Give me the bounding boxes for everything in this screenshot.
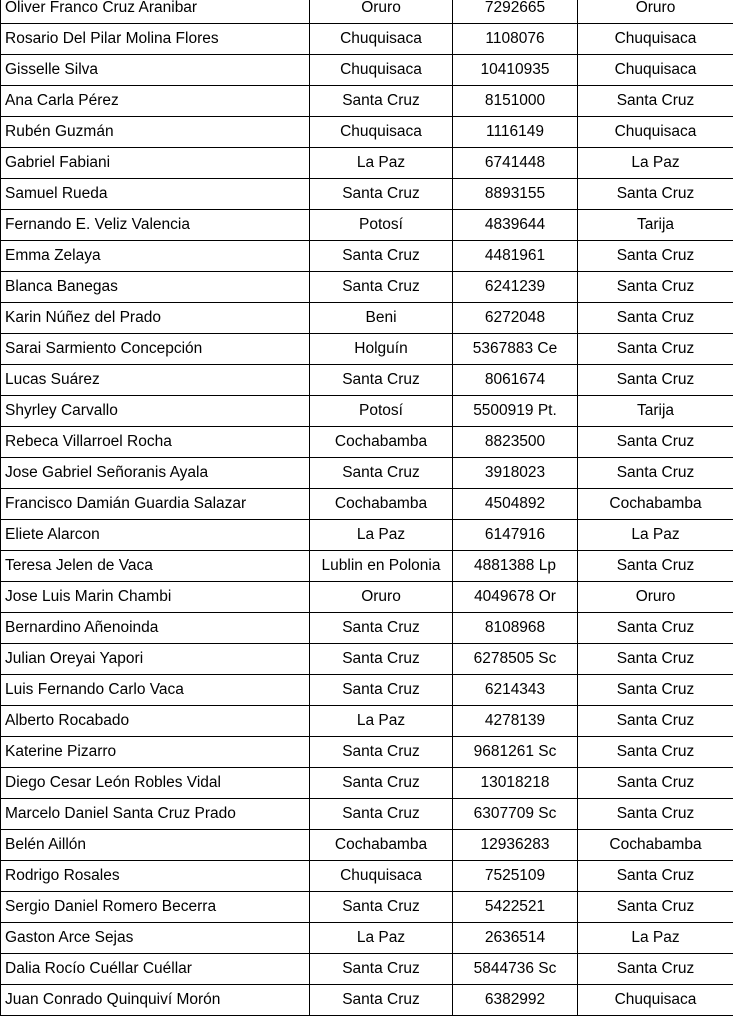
department-cell: La Paz xyxy=(578,148,733,179)
id-number-cell: 5367883 Ce xyxy=(453,334,578,365)
origin-city-cell: Santa Cruz xyxy=(310,365,453,396)
department-cell: Cochabamba xyxy=(578,489,733,520)
id-number-cell: 9681261 Sc xyxy=(453,737,578,768)
person-name-cell: Sarai Sarmiento Concepción xyxy=(1,334,310,365)
table-row xyxy=(1,117,733,148)
table-row xyxy=(1,582,733,613)
origin-city-cell: Chuquisaca xyxy=(310,24,453,55)
table-row xyxy=(1,644,733,675)
table-row xyxy=(1,799,733,830)
table-row xyxy=(1,24,733,55)
origin-city-cell: Santa Cruz xyxy=(310,613,453,644)
person-name-cell: Rosario Del Pilar Molina Flores xyxy=(1,24,310,55)
origin-city-cell: Cochabamba xyxy=(310,830,453,861)
id-number-cell: 13018218 xyxy=(453,768,578,799)
department-cell: Santa Cruz xyxy=(578,458,733,489)
person-name-cell: Gisselle Silva xyxy=(1,55,310,86)
table-row xyxy=(1,210,733,241)
person-name-cell: Karin Núñez del Prado xyxy=(1,303,310,334)
department-cell: Oruro xyxy=(578,582,733,613)
table-row xyxy=(1,458,733,489)
person-name-cell: Jose Gabriel Señoranis Ayala xyxy=(1,458,310,489)
origin-city-cell: Cochabamba xyxy=(310,489,453,520)
table-row xyxy=(1,985,733,1016)
department-cell: Chuquisaca xyxy=(578,24,733,55)
roster-table-body xyxy=(1,0,733,1016)
origin-city-cell: Chuquisaca xyxy=(310,861,453,892)
person-name-cell: Julian Oreyai Yapori xyxy=(1,644,310,675)
origin-city-cell: Santa Cruz xyxy=(310,737,453,768)
department-cell: Santa Cruz xyxy=(578,86,733,117)
person-name-cell: Diego Cesar León Robles Vidal xyxy=(1,768,310,799)
department-cell: Chuquisaca xyxy=(578,985,733,1016)
department-cell: Santa Cruz xyxy=(578,799,733,830)
origin-city-cell: Cochabamba xyxy=(310,427,453,458)
table-row xyxy=(1,520,733,551)
id-number-cell: 8893155 xyxy=(453,179,578,210)
id-number-cell: 8061674 xyxy=(453,365,578,396)
id-number-cell: 4881388 Lp xyxy=(453,551,578,582)
table-row xyxy=(1,737,733,768)
table-row xyxy=(1,675,733,706)
origin-city-cell: La Paz xyxy=(310,923,453,954)
origin-city-cell: Beni xyxy=(310,303,453,334)
id-number-cell: 6307709 Sc xyxy=(453,799,578,830)
department-cell: Santa Cruz xyxy=(578,675,733,706)
table-row xyxy=(1,551,733,582)
id-number-cell: 4049678 Or xyxy=(453,582,578,613)
person-name-cell: Katerine Pizarro xyxy=(1,737,310,768)
id-number-cell: 6241239 xyxy=(453,272,578,303)
id-number-cell: 12936283 xyxy=(453,830,578,861)
table-row xyxy=(1,241,733,272)
table-row xyxy=(1,861,733,892)
person-name-cell: Blanca Banegas xyxy=(1,272,310,303)
id-number-cell: 3918023 xyxy=(453,458,578,489)
department-cell: Santa Cruz xyxy=(578,272,733,303)
id-number-cell: 6147916 xyxy=(453,520,578,551)
person-name-cell: Juan Conrado Quinquiví Morón xyxy=(1,985,310,1016)
department-cell: Santa Cruz xyxy=(578,551,733,582)
id-number-cell: 5844736 Sc xyxy=(453,954,578,985)
department-cell: Santa Cruz xyxy=(578,768,733,799)
origin-city-cell: Potosí xyxy=(310,210,453,241)
person-name-cell: Ana Carla Pérez xyxy=(1,86,310,117)
table-row xyxy=(1,923,733,954)
origin-city-cell: Potosí xyxy=(310,396,453,427)
person-name-cell: Samuel Rueda xyxy=(1,179,310,210)
department-cell: Tarija xyxy=(578,396,733,427)
origin-city-cell: Santa Cruz xyxy=(310,892,453,923)
id-number-cell: 8108968 xyxy=(453,613,578,644)
table-row xyxy=(1,179,733,210)
department-cell: La Paz xyxy=(578,520,733,551)
department-cell: Tarija xyxy=(578,210,733,241)
department-cell: Chuquisaca xyxy=(578,55,733,86)
origin-city-cell: Santa Cruz xyxy=(310,985,453,1016)
id-number-cell: 8151000 xyxy=(453,86,578,117)
origin-city-cell: Lublin en Polonia xyxy=(310,551,453,582)
table-row xyxy=(1,830,733,861)
origin-city-cell: La Paz xyxy=(310,520,453,551)
origin-city-cell: Santa Cruz xyxy=(310,86,453,117)
table-row xyxy=(1,706,733,737)
table-row xyxy=(1,489,733,520)
person-name-cell: Emma Zelaya xyxy=(1,241,310,272)
id-number-cell: 4278139 xyxy=(453,706,578,737)
person-name-cell: Gabriel Fabiani xyxy=(1,148,310,179)
id-number-cell: 2636514 xyxy=(453,923,578,954)
table-row xyxy=(1,86,733,117)
person-name-cell: Teresa Jelen de Vaca xyxy=(1,551,310,582)
id-number-cell: 6214343 xyxy=(453,675,578,706)
person-name-cell: Sergio Daniel Romero Becerra xyxy=(1,892,310,923)
table-row xyxy=(1,0,733,24)
table-row xyxy=(1,334,733,365)
department-cell: Santa Cruz xyxy=(578,303,733,334)
origin-city-cell: Santa Cruz xyxy=(310,675,453,706)
id-number-cell: 4504892 xyxy=(453,489,578,520)
department-cell: Santa Cruz xyxy=(578,613,733,644)
department-cell: Santa Cruz xyxy=(578,706,733,737)
department-cell: Cochabamba xyxy=(578,830,733,861)
table-row xyxy=(1,148,733,179)
origin-city-cell: Santa Cruz xyxy=(310,799,453,830)
person-name-cell: Lucas Suárez xyxy=(1,365,310,396)
table-row xyxy=(1,892,733,923)
id-number-cell: 1108076 xyxy=(453,24,578,55)
id-number-cell: 6382992 xyxy=(453,985,578,1016)
origin-city-cell: Santa Cruz xyxy=(310,179,453,210)
origin-city-cell: Santa Cruz xyxy=(310,241,453,272)
person-name-cell: Gaston Arce Sejas xyxy=(1,923,310,954)
origin-city-cell: La Paz xyxy=(310,148,453,179)
table-row xyxy=(1,768,733,799)
table-row xyxy=(1,303,733,334)
id-number-cell: 6278505 Sc xyxy=(453,644,578,675)
id-number-cell: 4481961 xyxy=(453,241,578,272)
person-name-cell: Eliete Alarcon xyxy=(1,520,310,551)
table-row xyxy=(1,427,733,458)
department-cell: Chuquisaca xyxy=(578,117,733,148)
origin-city-cell: Holguín xyxy=(310,334,453,365)
person-name-cell: Rebeca Villarroel Rocha xyxy=(1,427,310,458)
origin-city-cell: Oruro xyxy=(310,582,453,613)
person-name-cell: Francisco Damián Guardia Salazar xyxy=(1,489,310,520)
origin-city-cell: Santa Cruz xyxy=(310,272,453,303)
person-name-cell: Dalia Rocío Cuéllar Cuéllar xyxy=(1,954,310,985)
table-row xyxy=(1,365,733,396)
id-number-cell: 1116149 xyxy=(453,117,578,148)
origin-city-cell: Oruro xyxy=(310,0,453,24)
id-number-cell: 7292665 xyxy=(453,0,578,24)
department-cell: Santa Cruz xyxy=(578,334,733,365)
department-cell: Oruro xyxy=(578,0,733,24)
person-name-cell: Belén Aillón xyxy=(1,830,310,861)
person-name-cell: Shyrley Carvallo xyxy=(1,396,310,427)
person-name-cell: Oliver Franco Cruz Aranibar xyxy=(1,0,310,24)
department-cell: Santa Cruz xyxy=(578,179,733,210)
id-number-cell: 5500919 Pt. xyxy=(453,396,578,427)
person-name-cell: Rodrigo Rosales xyxy=(1,861,310,892)
origin-city-cell: Santa Cruz xyxy=(310,954,453,985)
person-name-cell: Luis Fernando Carlo Vaca xyxy=(1,675,310,706)
origin-city-cell: Chuquisaca xyxy=(310,117,453,148)
table-row xyxy=(1,613,733,644)
department-cell: Santa Cruz xyxy=(578,427,733,458)
person-name-cell: Marcelo Daniel Santa Cruz Prado xyxy=(1,799,310,830)
person-name-cell: Bernardino Añenoinda xyxy=(1,613,310,644)
id-number-cell: 6272048 xyxy=(453,303,578,334)
table-row xyxy=(1,55,733,86)
person-name-cell: Fernando E. Veliz Valencia xyxy=(1,210,310,241)
id-number-cell: 5422521 xyxy=(453,892,578,923)
person-name-cell: Rubén Guzmán xyxy=(1,117,310,148)
table-row xyxy=(1,954,733,985)
department-cell: Santa Cruz xyxy=(578,644,733,675)
id-number-cell: 7525109 xyxy=(453,861,578,892)
table-row xyxy=(1,396,733,427)
id-number-cell: 4839644 xyxy=(453,210,578,241)
table-row xyxy=(1,272,733,303)
person-name-cell: Alberto Rocabado xyxy=(1,706,310,737)
department-cell: Santa Cruz xyxy=(578,737,733,768)
origin-city-cell: Santa Cruz xyxy=(310,458,453,489)
department-cell: La Paz xyxy=(578,923,733,954)
origin-city-cell: Chuquisaca xyxy=(310,55,453,86)
department-cell: Santa Cruz xyxy=(578,892,733,923)
department-cell: Santa Cruz xyxy=(578,365,733,396)
id-number-cell: 8823500 xyxy=(453,427,578,458)
department-cell: Santa Cruz xyxy=(578,954,733,985)
department-cell: Santa Cruz xyxy=(578,861,733,892)
origin-city-cell: La Paz xyxy=(310,706,453,737)
person-name-cell: Jose Luis Marin Chambi xyxy=(1,582,310,613)
origin-city-cell: Santa Cruz xyxy=(310,768,453,799)
id-number-cell: 6741448 xyxy=(453,148,578,179)
department-cell: Santa Cruz xyxy=(578,241,733,272)
id-number-cell: 10410935 xyxy=(453,55,578,86)
origin-city-cell: Santa Cruz xyxy=(310,644,453,675)
